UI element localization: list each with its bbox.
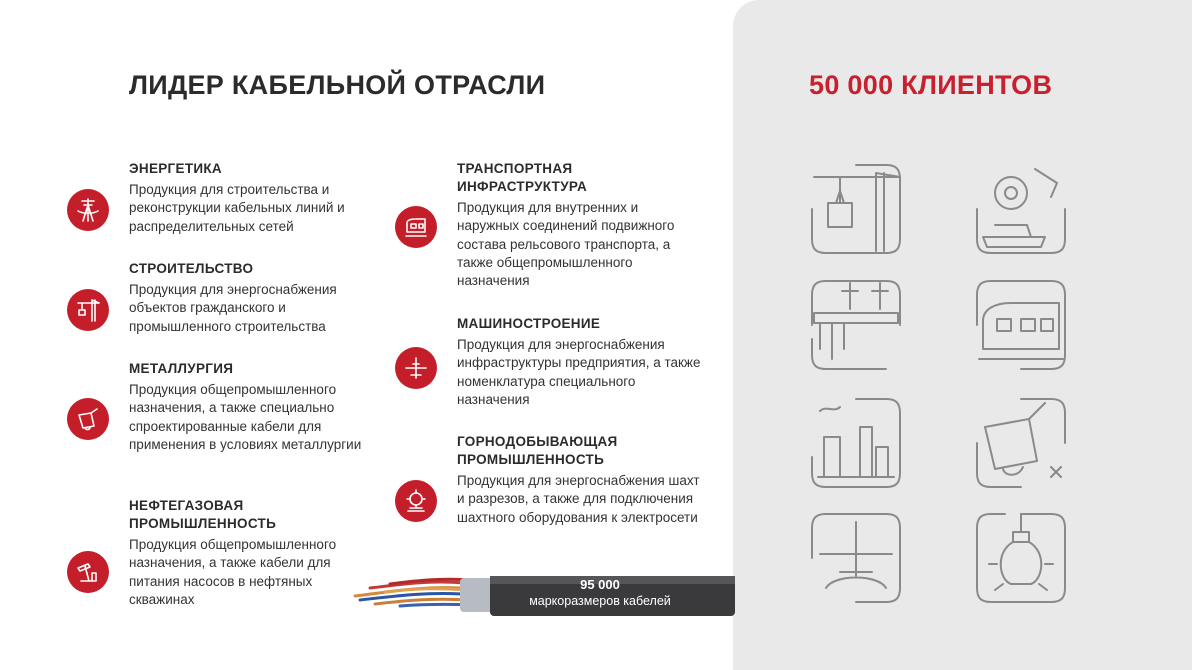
industry-description: Продукция общепромышленного назначения, а также кабели для питания насосов в нефтяных скважинах (129, 537, 337, 607)
industry-heading: ГОРНОДОБЫВАЮЩАЯ ПРОМЫШЛЕННОСТЬ (457, 434, 618, 467)
train-icon (975, 279, 1067, 371)
industry-heading: СТРОИТЕЛЬСТВО (129, 261, 254, 276)
power-line-icon (810, 279, 902, 371)
light-bulb-icon (975, 512, 1067, 604)
crane-icon (67, 289, 109, 331)
oil-pump-icon (67, 551, 109, 593)
industry-oil-gas (129, 497, 374, 609)
industry-machinery (457, 315, 702, 409)
power-line-icon (67, 189, 109, 231)
industry-construction (129, 260, 374, 336)
industry-description: Продукция для энергоснабжения объектов гражданского и промышленного строительства (129, 282, 337, 334)
crane-icon (810, 163, 902, 255)
clients-title: 50 000 КЛИЕНТОВ (809, 70, 1053, 100)
cable-count: 95 000 (580, 577, 620, 592)
industry-description: Продукция для энергоснабжения инфраструктуры предприятия, а также номенклатура специального назначения (457, 337, 701, 407)
industry-metallurgy (129, 360, 374, 454)
cable-label (505, 577, 695, 609)
industry-heading: ЭНЕРГЕТИКА (129, 161, 222, 176)
factory-icon (810, 397, 902, 489)
industry-heading: ТРАНСПОРТНАЯ ИНФРАСТРУКТУРА (457, 161, 588, 194)
airplane-icon (395, 347, 437, 389)
ladle-icon (975, 397, 1067, 489)
ladle-icon (67, 398, 109, 440)
cable-caption: маркоразмеров кабелей (529, 594, 671, 608)
industry-heading: МЕТАЛЛУРГИЯ (129, 361, 234, 376)
mining-icon (395, 480, 437, 522)
industry-description: Продукция для энергоснабжения шахт и разрезов, а также для подключения шахтного оборудования к электросети (457, 473, 700, 525)
mining-excavator-icon (975, 163, 1067, 255)
train-icon (395, 206, 437, 248)
industry-transport (457, 160, 702, 290)
industry-heading: НЕФТЕГАЗОВАЯ ПРОМЫШЛЕННОСТЬ (129, 498, 277, 531)
industry-description: Продукция для строительства и реконструкции кабельных линий и распределительных сетей (129, 182, 345, 234)
industry-description: Продукция для внутренних и наружных соединений подвижного состава рельсового транспорта, а также общепромышленного назначения (457, 200, 675, 289)
industry-description: Продукция общепромышленного назначения, а также специально спроектированные кабели для применения в условиях металлургии (129, 382, 362, 452)
airplane-gear-icon (810, 512, 902, 604)
page-title: ЛИДЕР КАБЕЛЬНОЙ ОТРАСЛИ (129, 70, 546, 100)
industry-mining (457, 433, 702, 527)
industry-energy (129, 160, 374, 236)
industry-heading: МАШИНОСТРОЕНИЕ (457, 316, 601, 331)
